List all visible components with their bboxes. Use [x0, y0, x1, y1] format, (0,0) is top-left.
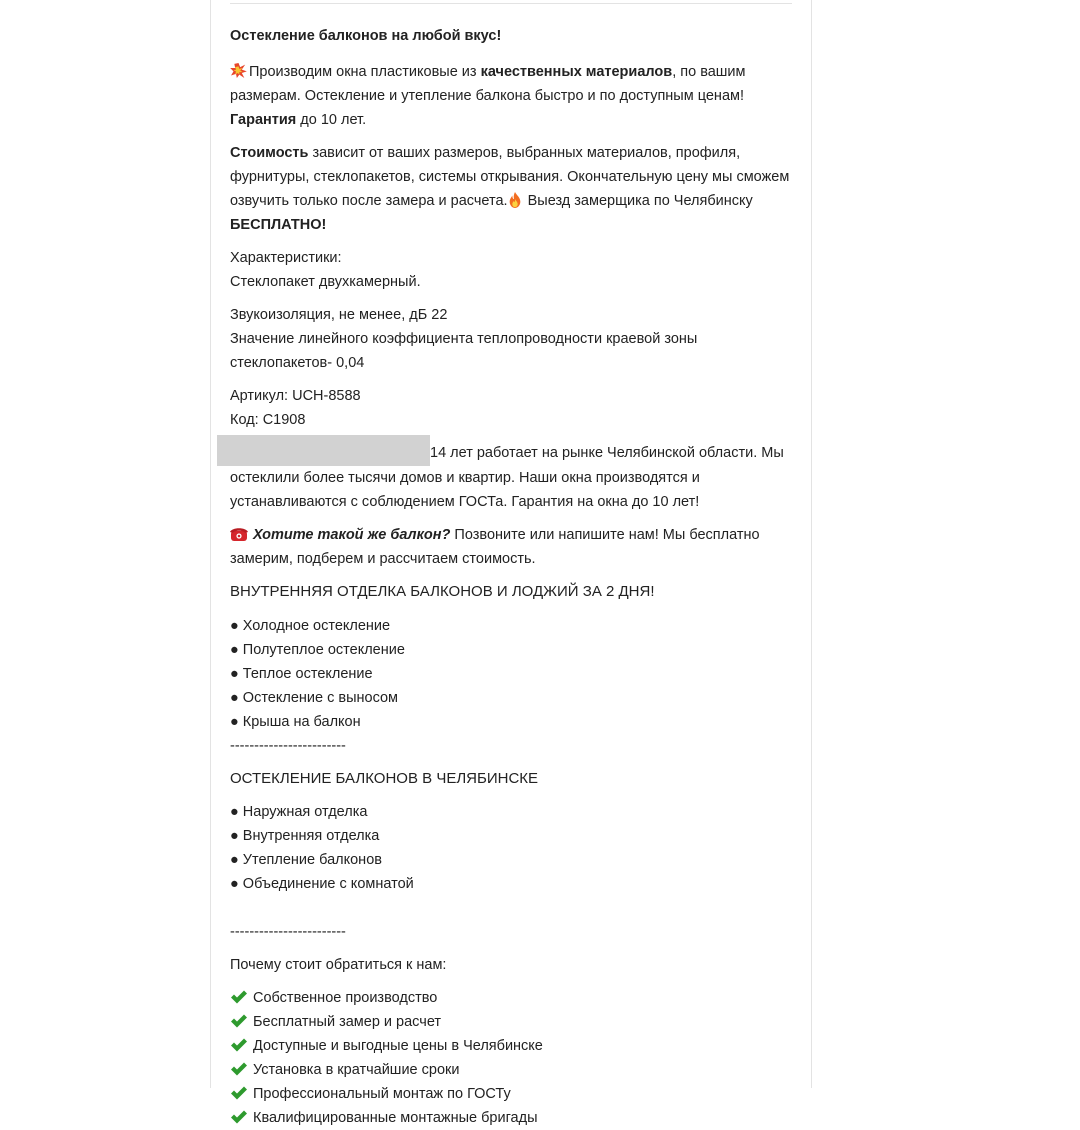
- intro-bold-2: Гарантия: [230, 112, 297, 128]
- price-text-1: зависит от ваших размеров, выбранных материалов, профиля, фурнитуры, стеклопакетов, системы открывания. Окончательную цену мы сможем озвучить только после замера и расчета.: [230, 145, 790, 209]
- list-item: ● Теплое остекление: [230, 666, 373, 682]
- list-item: ● Утепление балконов: [230, 852, 382, 868]
- checklist-item-label: Собственное производство: [253, 990, 438, 1006]
- collision-icon: [230, 63, 247, 78]
- checklist-item: [230, 1106, 800, 1130]
- specs-sound: Звукоизоляция, не менее, дБ 22: [230, 307, 448, 323]
- specs-block-3: [230, 384, 800, 432]
- list-item: ● Остекление с выносом: [230, 690, 399, 706]
- listing-description-card: [210, 0, 812, 1126]
- description-content: [230, 24, 800, 1130]
- checklist-item-label: Установка в кратчайшие сроки: [253, 1062, 460, 1078]
- list-item: ● Полутеплое остекление: [230, 642, 405, 658]
- checklist-item: [230, 1010, 800, 1034]
- price-text-2: Выезд замерщика по Челябинску: [523, 193, 753, 209]
- section1-list: [230, 614, 800, 734]
- intro-text-3: до 10 лет.: [296, 112, 367, 128]
- section1-heading: ВНУТРЕННЯЯ ОТДЕЛКА БАЛКОНОВ И ЛОДЖИЙ ЗА 2 ДНЯ!: [230, 583, 655, 600]
- fire-icon: [508, 192, 522, 208]
- specs-block-2: [230, 303, 800, 375]
- list-item: ● Крыша на балкон: [230, 714, 361, 730]
- specs-code: Код: С1908: [230, 412, 306, 428]
- list-item: ● Объединение с комнатой: [230, 876, 414, 892]
- checklist-item: [230, 1058, 800, 1082]
- specs-heading: Характеристики:: [230, 250, 342, 266]
- price-bold-1: Стоимость: [230, 145, 309, 161]
- check-mark-icon: [230, 990, 248, 1004]
- checklist-item-label: Бесплатный замер и расчет: [253, 1014, 442, 1030]
- list-item: ● Внутренняя отделка: [230, 828, 380, 844]
- list-item: ● Холодное остекление: [230, 618, 391, 634]
- why-list: [230, 986, 800, 1130]
- specs-glass: Стеклопакет двухкамерный.: [230, 274, 421, 290]
- separator-line: ------------------------: [230, 738, 346, 754]
- check-mark-icon: [230, 1086, 248, 1100]
- section2-heading: ОСТЕКЛЕНИЕ БАЛКОНОВ В ЧЕЛЯБИНСКЕ: [230, 770, 539, 787]
- checklist-item-label: Квалифицированные монтажные бригады: [253, 1110, 538, 1126]
- intro-text-2: , по вашим размерам. Остекление и утепление балкона быстро и по доступным ценам!: [230, 64, 746, 104]
- cta-text: Позвоните или напишите нам! Мы бесплатно замерим, подберем и рассчитаем стоимость.: [230, 527, 760, 567]
- intro-text-1: Производим окна пластиковые из: [249, 64, 481, 80]
- separator-line: ------------------------: [230, 924, 346, 940]
- top-divider: [230, 3, 792, 4]
- checklist-item: [230, 1082, 800, 1106]
- check-mark-icon: [230, 1110, 248, 1124]
- checklist-item: [230, 986, 800, 1010]
- cta-paragraph: [230, 523, 800, 571]
- why-heading: Почему стоит обратиться к нам:: [230, 957, 447, 973]
- check-mark-icon: [230, 1062, 248, 1076]
- checklist-item: [230, 1034, 800, 1058]
- checklist-item-label: Профессиональный монтаж по ГОСТу: [253, 1086, 511, 1102]
- company-paragraph: [230, 435, 800, 514]
- specs-thermal: Значение линейного коэффициента теплопроводности краевой зоны стеклопакетов- 0,04: [230, 331, 698, 371]
- redacted-company-name: [217, 435, 430, 466]
- description-title: Остекление балконов на любой вкус!: [230, 28, 502, 44]
- checklist-item-label: Доступные и выгодные цены в Челябинске: [253, 1038, 543, 1054]
- specs-block-1: [230, 246, 800, 294]
- company-text: 14 лет работает на рынке Челябинской области. Мы остеклили более тысячи домов и квартир. Наши окна производятся и устанавливаются с соблюдением ГОСТа. Гарантия на окна до 10 лет!: [230, 445, 784, 510]
- cta-bold-italic: Хотите такой же балкон?: [253, 527, 451, 543]
- price-paragraph: [230, 141, 800, 237]
- specs-article: Артикул: UCH-8588: [230, 388, 361, 404]
- intro-paragraph: [230, 60, 800, 132]
- list-item: ● Наружная отделка: [230, 804, 368, 820]
- intro-bold-1: качественных материалов: [480, 64, 673, 80]
- section2-list: [230, 800, 800, 896]
- telephone-icon: [230, 527, 248, 541]
- price-bold-2: БЕСПЛАТНО!: [230, 217, 327, 233]
- check-mark-icon: [230, 1014, 248, 1028]
- check-mark-icon: [230, 1038, 248, 1052]
